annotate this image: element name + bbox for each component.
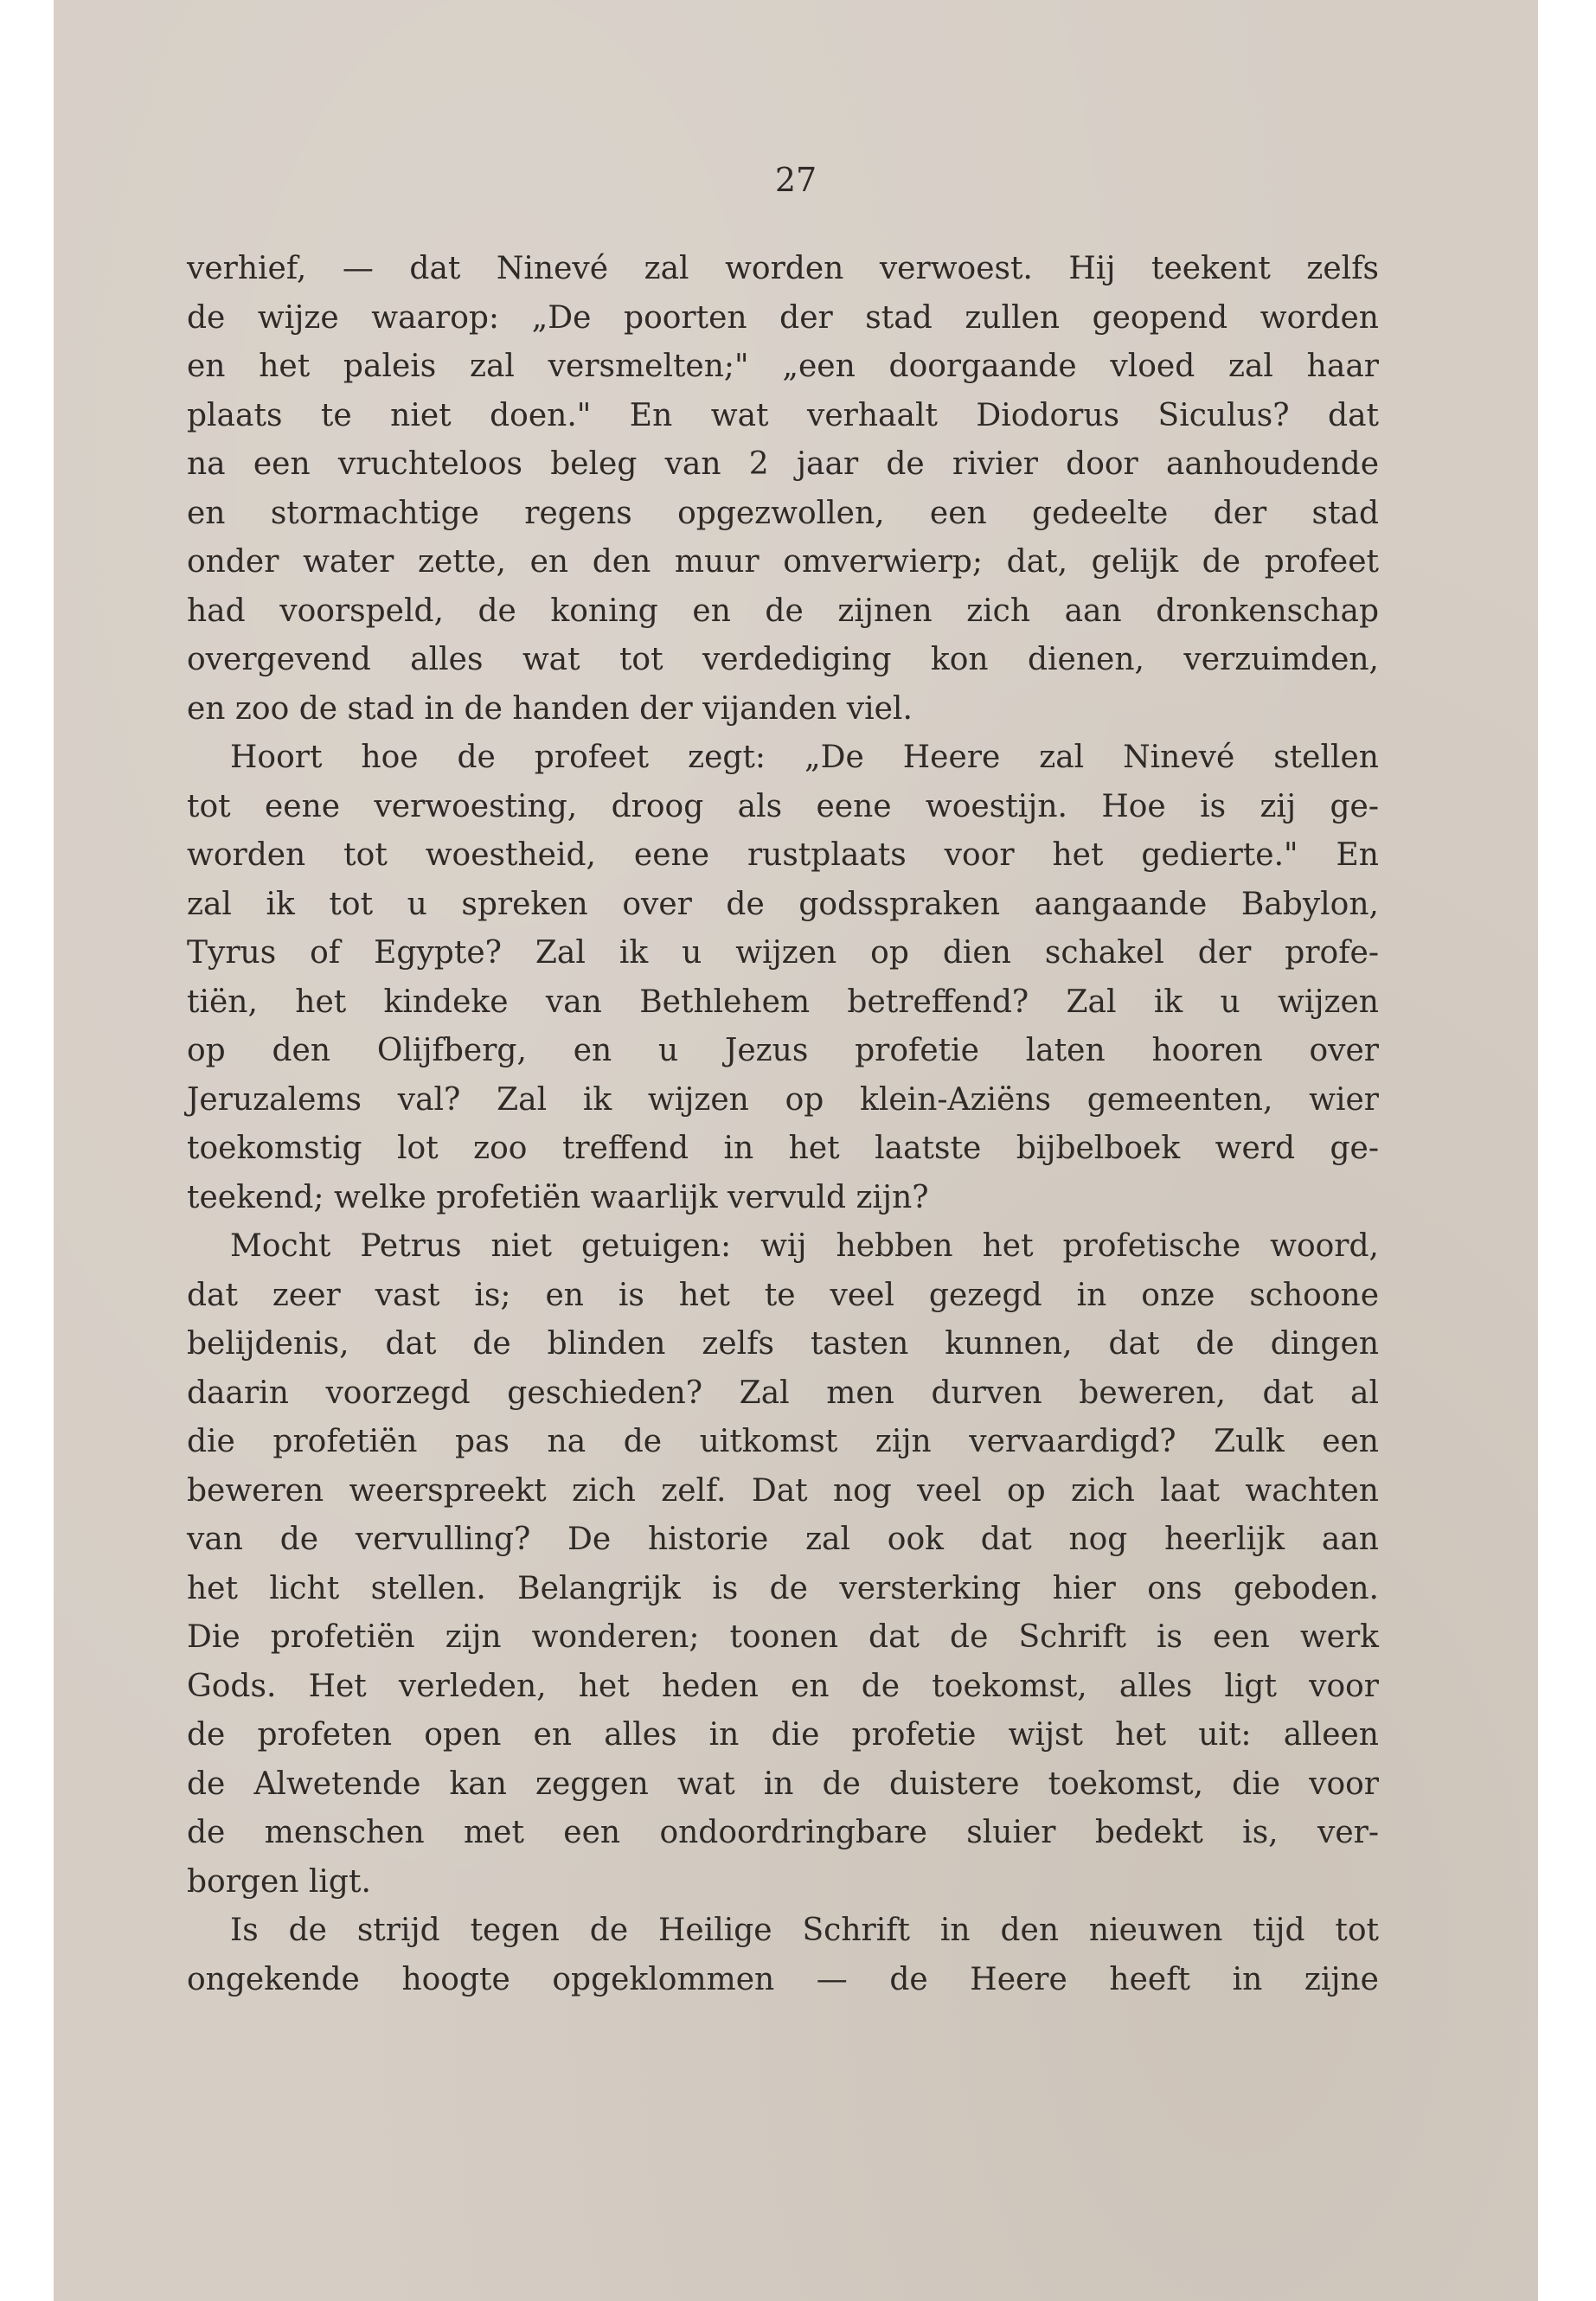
text-line: beweren weerspreekt zich zelf. Dat nog veel op zich laat wachten bbox=[187, 1472, 1379, 1509]
text-line: daarin voorzegd geschieden? Zal men durven beweren, dat al bbox=[187, 1375, 1379, 1411]
text-line: en stormachtige regens opgezwollen, een gedeelte der stad bbox=[187, 495, 1379, 531]
text-line: belijdenis, dat de blinden zelfs tasten kunnen, dat de dingen bbox=[187, 1326, 1379, 1362]
page-number: 27 bbox=[774, 161, 817, 199]
text-line: de profeten open en alles in die profetie wijst het uit: alleen bbox=[187, 1717, 1379, 1753]
text-line: Tyrus of Egypte? Zal ik u wijzen op dien schakel der profe- bbox=[187, 935, 1379, 971]
text-line: teekend; welke profetiën waarlijk vervuld zijn? bbox=[187, 1179, 929, 1215]
text-line: Is de strijd tegen de Heilige Schrift in den nieuwen tijd tot bbox=[230, 1913, 1379, 1948]
text-line: toekomstig lot zoo treffend in het laatste bijbelboek werd ge- bbox=[187, 1131, 1379, 1166]
body-text bbox=[187, 245, 1379, 2004]
text-line: Jeruzalems val? Zal ik wijzen op klein-Aziëns gemeenten, wier bbox=[187, 1081, 1379, 1118]
text-line: ongekende hoogte opgeklommen — de Heere heeft in zijne bbox=[187, 1961, 1379, 1997]
text-line: en het paleis zal versmelten;" „een doorgaande vloed zal haar bbox=[187, 349, 1379, 384]
text-line: het licht stellen. Belangrijk is de versterking hier ons geboden. bbox=[187, 1570, 1379, 1606]
text-line: Die profetiën zijn wonderen; toonen dat de Schrift is een werk bbox=[187, 1619, 1379, 1655]
text-line: van de vervulling? De historie zal ook dat nog heerlijk aan bbox=[187, 1522, 1379, 1557]
text-line: tot eene verwoesting, droog als eene woestijn. Hoe is zij ge- bbox=[187, 788, 1379, 824]
text-line: die profetiën pas na de uitkomst zijn vervaardigd? Zulk een bbox=[187, 1424, 1379, 1459]
paper-sheet bbox=[54, 0, 1538, 2301]
text-line: had voorspeld, de koning en de zijnen zich aan dronkenschap bbox=[187, 593, 1379, 629]
text-line: Hoort hoe de profeet zegt: „De Heere zal Ninevé stellen bbox=[230, 740, 1379, 775]
text-line: en zoo de stad in de handen der vijanden viel. bbox=[187, 690, 913, 727]
text-line: onder water zette, en den muur omverwierp; dat, gelijk de profeet bbox=[187, 544, 1379, 580]
text-line: de Alwetende kan zeggen wat in de duistere toekomst, die voor bbox=[187, 1766, 1379, 1802]
text-line: borgen ligt. bbox=[187, 1863, 371, 1900]
text-line: worden tot woestheid, eene rustplaats voor het gedierte." En bbox=[187, 837, 1379, 873]
text-line: verhief, — dat Ninevé zal worden verwoest. Hij teekent zelfs bbox=[187, 251, 1379, 286]
text-line: overgevend alles wat tot verdediging kon dienen, verzuimden, bbox=[187, 642, 1379, 677]
text-line: dat zeer vast is; en is het te veel gezegd in onze schoone bbox=[187, 1277, 1379, 1313]
text-line: na een vruchteloos beleg van 2 jaar de rivier door aanhoudende bbox=[187, 446, 1379, 482]
text-line: plaats te niet doen." En wat verhaalt Diodorus Siculus? dat bbox=[187, 397, 1379, 433]
text-line: op den Olijfberg, en u Jezus profetie laten hooren over bbox=[187, 1033, 1379, 1068]
text-line: de menschen met een ondoordringbare sluier bedekt is, ver- bbox=[187, 1815, 1379, 1850]
text-line: zal ik tot u spreken over de godsspraken aangaande Babylon, bbox=[187, 886, 1379, 922]
text-line: Gods. Het verleden, het heden en de toekomst, alles ligt voor bbox=[187, 1668, 1379, 1704]
text-line: tiën, het kindeke van Bethlehem betreffend? Zal ik u wijzen bbox=[187, 984, 1379, 1020]
text-line: Mocht Petrus niet getuigen: wij hebben het profetische woord, bbox=[230, 1228, 1379, 1264]
text-line: de wijze waarop: „De poorten der stad zullen geopend worden bbox=[187, 299, 1379, 336]
